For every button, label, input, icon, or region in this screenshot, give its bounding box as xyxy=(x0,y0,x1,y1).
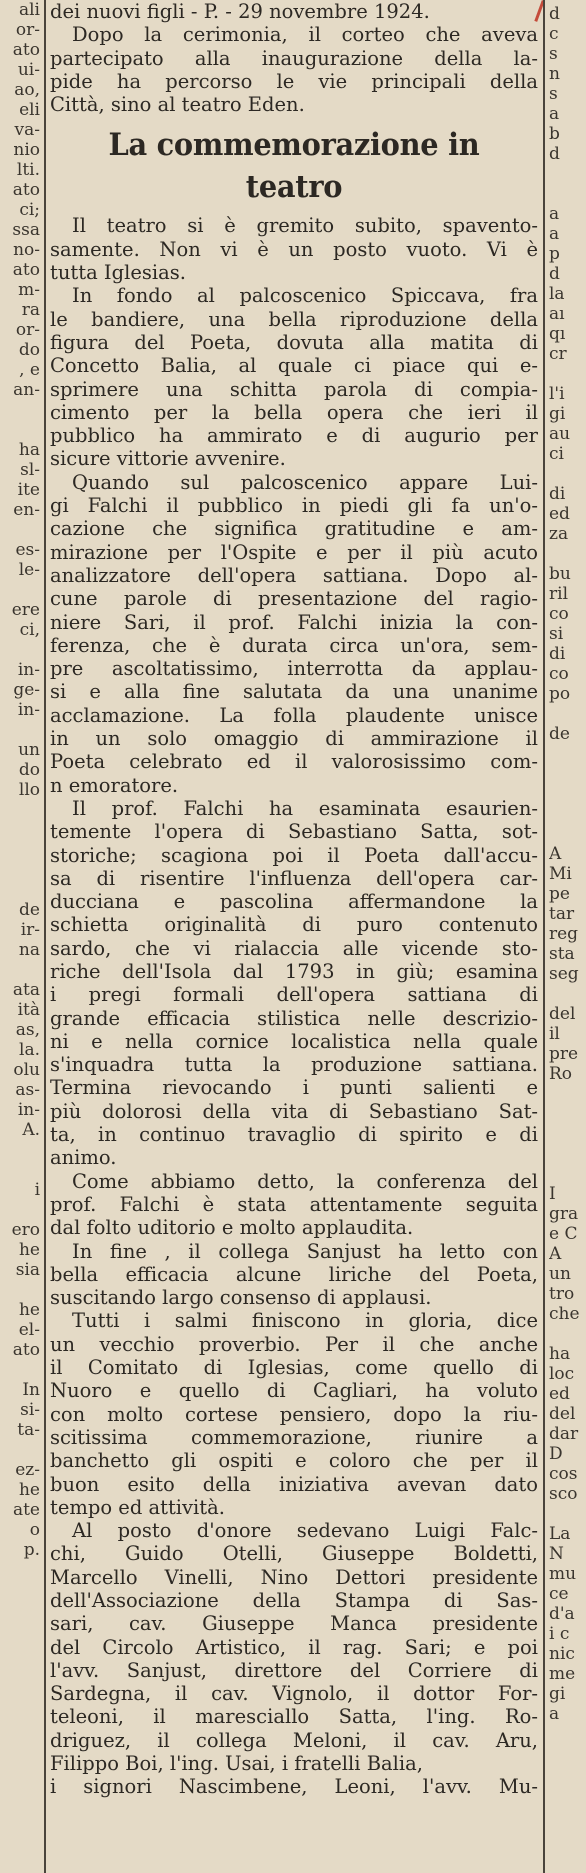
margin-fragment: d xyxy=(549,264,560,284)
text-line: s'inquadra tutta la produzione sattiana. xyxy=(50,1053,538,1077)
margin-fragment xyxy=(0,840,42,860)
text-line: ni e nella cornice localistica nella quale xyxy=(50,1029,538,1053)
margin-fragment: ite xyxy=(17,480,40,500)
text-line: ducciana e pascolina affermandone la xyxy=(50,890,538,914)
text-line: bella efficacia alcune liriche del Poeta, xyxy=(50,1262,538,1286)
margin-fragment: ato xyxy=(12,1340,40,1360)
margin-fragment: ta- xyxy=(17,1420,40,1440)
margin-fragment: ere xyxy=(11,600,40,620)
margin-fragment xyxy=(0,420,42,440)
text-line: In fondo al palcoscenico Spiccava, fra xyxy=(72,284,538,308)
margin-fragment: c xyxy=(549,24,559,44)
text-line: Al posto d'onore sedevano Luigi Falc- xyxy=(72,1519,538,1543)
text-line: Nuoro e quello di Cagliari, ha voluto xyxy=(50,1379,538,1403)
margin-fragment: he xyxy=(18,1480,40,1500)
text-line: In fine , il collega Sanjust ha letto con xyxy=(72,1239,538,1263)
text-line: più dolorosi della vita di Sebastiano Sat- xyxy=(50,1099,538,1123)
margin-fragment: ato xyxy=(12,40,40,60)
margin-fragment xyxy=(549,744,586,764)
text-line: storiche; scagiona poi il Poeta dall'accu- xyxy=(50,843,538,867)
text-line: Concetto Balia, al quale ci piace qui e- xyxy=(50,354,538,378)
margin-fragment: ato xyxy=(12,180,40,200)
margin-fragment: la. xyxy=(19,1040,40,1060)
article-body xyxy=(50,214,538,1798)
text-line: niere Sari, il prof. Falchi inizia la con- xyxy=(50,610,538,634)
text-line: Filippo Boi, l'ing. Usai, i fratelli Balia, xyxy=(50,1752,423,1776)
margin-fragment: ao, xyxy=(14,80,40,100)
margin-fragment: sco xyxy=(549,1484,578,1504)
margin-fragment xyxy=(0,1280,42,1300)
margin-fragment: ra xyxy=(21,300,40,320)
margin-fragment xyxy=(549,164,586,184)
margin-fragment: an- xyxy=(13,380,40,400)
margin-fragment xyxy=(0,520,42,540)
text-line: teleoni, il maresciallo Satta, l'ing. Ro- xyxy=(50,1705,538,1729)
margin-fragment: I xyxy=(549,1184,556,1204)
margin-fragment xyxy=(549,464,586,484)
margin-fragment xyxy=(549,184,586,204)
margin-fragment: dar xyxy=(549,1424,579,1444)
margin-fragment: che xyxy=(549,1304,580,1324)
margin-fragment: ui- xyxy=(17,60,40,80)
margin-fragment xyxy=(549,1504,586,1524)
margin-fragment xyxy=(549,984,586,1004)
margin-fragment: na xyxy=(18,940,40,960)
margin-fragment: tar xyxy=(549,904,575,924)
margin-fragment: N xyxy=(549,1544,564,1564)
margin-fragment: la xyxy=(549,284,565,304)
margin-fragment xyxy=(549,804,586,824)
text-line: con molto cortese pensiero, dopo la riu- xyxy=(50,1402,538,1426)
right-adjacent-column xyxy=(549,0,586,1724)
margin-fragment: b xyxy=(549,124,560,144)
margin-fragment: lti. xyxy=(16,160,40,180)
margin-fragment: au xyxy=(549,424,571,444)
margin-fragment: a xyxy=(549,204,560,224)
margin-fragment: en- xyxy=(13,500,40,520)
margin-fragment: ate xyxy=(12,1500,40,1520)
margin-fragment: di xyxy=(549,644,566,664)
margin-fragment: me xyxy=(549,1664,576,1684)
margin-fragment xyxy=(0,880,42,900)
margin-fragment: he xyxy=(18,1300,40,1320)
margin-fragment: co xyxy=(549,664,569,684)
article-column xyxy=(50,0,538,1799)
margin-fragment xyxy=(549,704,586,724)
margin-fragment: le- xyxy=(18,560,40,580)
margin-fragment: si- xyxy=(20,1400,40,1420)
margin-fragment: o xyxy=(29,1520,40,1540)
text-line: cazione che significa gratitudine e am- xyxy=(50,517,538,541)
margin-fragment xyxy=(0,1200,42,1220)
text-line: acclamazione. La folla plaudente unisce xyxy=(50,703,538,727)
margin-fragment: co xyxy=(549,604,569,624)
margin-fragment: gi xyxy=(549,404,566,424)
margin-fragment: ssa xyxy=(12,220,40,240)
margin-fragment: in- xyxy=(17,700,40,720)
margin-fragment: el- xyxy=(18,1320,40,1340)
margin-fragment xyxy=(549,824,586,844)
text-line: temente l'opera di Sebastiano Satta, sot- xyxy=(50,820,538,844)
margin-fragment: Mi xyxy=(549,864,572,884)
margin-fragment: sia xyxy=(15,1260,40,1280)
margin-fragment xyxy=(549,544,586,564)
margin-fragment: p xyxy=(549,244,560,264)
text-line: l'avv. Sanjust, direttore del Corriere di xyxy=(50,1658,538,1682)
text-line: Dopo la cerimonia, il corteo che aveva xyxy=(72,23,538,47)
margin-fragment: tro xyxy=(549,1284,575,1304)
margin-fragment: ha xyxy=(549,1344,571,1364)
margin-fragment: A xyxy=(549,844,562,864)
text-line: Sardegna, il cav. Vignolo, il dottor For- xyxy=(50,1682,538,1706)
text-line: ferenza, che è durata circa un'ora, sem- xyxy=(50,633,538,657)
text-line: sari, cav. Giuseppe Manca presidente xyxy=(50,1612,538,1636)
article-intro-lines xyxy=(50,0,538,116)
margin-fragment: gi xyxy=(549,1684,566,1704)
margin-fragment: do xyxy=(18,760,40,780)
margin-fragment xyxy=(0,800,42,820)
text-line: schietta originalità di puro contenuto xyxy=(50,913,538,937)
text-line: si e alla fine salutata da una unanime xyxy=(50,680,538,704)
text-line: prof. Falchi è stata attentamente seguita xyxy=(50,1192,538,1216)
text-line: in un solo omaggio di ammirazione il xyxy=(50,727,538,751)
margin-fragment: A xyxy=(549,1244,562,1264)
text-line: dei nuovi figli - P. - 29 novembre 1924. xyxy=(50,0,430,23)
text-line: pide ha percorso le vie principali della xyxy=(50,69,538,93)
text-line: sprimere una schitta parola di compia- xyxy=(50,377,538,401)
margin-fragment: A. xyxy=(22,1120,40,1140)
margin-fragment: i xyxy=(34,1180,40,1200)
margin-fragment xyxy=(0,960,42,980)
text-line: cimento per la bella opera che ieri il xyxy=(50,400,538,424)
margin-fragment: cos xyxy=(549,1464,578,1484)
margin-fragment: sta xyxy=(549,944,575,964)
margin-fragment: i c xyxy=(549,1624,570,1644)
margin-fragment: qı xyxy=(549,324,566,344)
text-line: banchetto gli ospiti e coloro che per il xyxy=(50,1449,538,1473)
margin-fragment: bu xyxy=(549,564,571,584)
text-line: grande efficacia stilistica nelle descrizio- xyxy=(50,1006,538,1030)
margin-fragment: ci xyxy=(549,444,564,464)
text-line: gi Falchi il pubblico in piedi gli fa un'o- xyxy=(50,494,538,518)
margin-fragment xyxy=(0,400,42,420)
article-heading: La commemorazione in teatro xyxy=(108,127,480,206)
margin-fragment: ato xyxy=(12,260,40,280)
margin-fragment: In xyxy=(22,1380,40,1400)
margin-fragment: a xyxy=(549,224,560,244)
margin-fragment: he xyxy=(18,1240,40,1260)
margin-fragment: loc xyxy=(549,1364,575,1384)
margin-fragment: ge- xyxy=(13,680,40,700)
margin-fragment: pre xyxy=(549,1044,579,1064)
text-line: figura del Poeta, dovuta alla matita di xyxy=(50,330,538,354)
margin-fragment xyxy=(549,1324,586,1344)
margin-fragment xyxy=(0,1140,42,1160)
left-adjacent-column xyxy=(0,0,42,1560)
text-line: tutta Iglesias. xyxy=(50,261,186,285)
text-line: buon esito della iniziativa avevan dato xyxy=(50,1472,538,1496)
column-rule-left xyxy=(44,0,46,1873)
text-line: del Circolo Artistico, il rag. Sari; e poi xyxy=(50,1635,538,1659)
margin-fragment: va- xyxy=(14,120,40,140)
margin-fragment: ez- xyxy=(15,1460,40,1480)
margin-fragment: ce xyxy=(549,1584,569,1604)
margin-fragment: di xyxy=(549,484,566,504)
text-line: Tutti i salmi finiscono in gloria, dice xyxy=(72,1309,538,1333)
margin-fragment: ha xyxy=(18,440,40,460)
text-line: ta, in continuo travaglio di spirito e di xyxy=(50,1123,538,1147)
margin-fragment: or- xyxy=(15,20,40,40)
text-line: Marcello Vinelli, Nino Dettori presidente xyxy=(50,1565,538,1589)
margin-fragment: aı xyxy=(549,304,565,324)
margin-fragment: no- xyxy=(13,240,40,260)
margin-fragment: a xyxy=(549,1704,560,1724)
margin-fragment: or- xyxy=(15,320,40,340)
margin-fragment: de xyxy=(549,724,570,744)
text-line: scitissima commemorazione, riunire a xyxy=(50,1425,538,1449)
margin-fragment: La xyxy=(549,1524,571,1544)
margin-fragment: il xyxy=(549,1024,560,1044)
margin-fragment: sl- xyxy=(20,460,40,480)
text-line: mirazione per l'Ospite e per il più acuto xyxy=(50,540,538,564)
margin-fragment: m- xyxy=(18,280,40,300)
text-line: le bandiere, una bella riproduzione della xyxy=(50,307,538,331)
margin-fragment: d xyxy=(549,144,560,164)
column-rule-right xyxy=(543,0,545,1873)
margin-fragment xyxy=(0,820,42,840)
margin-fragment: olu xyxy=(13,1060,40,1080)
margin-fragment: un xyxy=(549,1264,571,1284)
margin-fragment: eli xyxy=(19,100,40,120)
margin-fragment xyxy=(549,1104,586,1124)
margin-fragment: , e xyxy=(19,360,40,380)
margin-fragment: e C xyxy=(549,1224,578,1244)
margin-fragment: in- xyxy=(17,660,40,680)
margin-fragment: D xyxy=(549,1444,563,1464)
margin-fragment xyxy=(0,1160,42,1180)
text-line: n emoratore. xyxy=(50,773,179,797)
margin-fragment: l'i xyxy=(549,384,565,404)
margin-fragment xyxy=(0,1440,42,1460)
margin-fragment: cr xyxy=(549,344,567,364)
margin-fragment xyxy=(0,580,42,600)
margin-fragment: mu xyxy=(549,1564,577,1584)
margin-fragment: nic xyxy=(549,1644,575,1664)
margin-fragment: za xyxy=(549,524,569,544)
text-line: partecipato alla inaugurazione della la- xyxy=(50,46,538,70)
margin-fragment xyxy=(0,640,42,660)
text-line: dal folto uditorio e molto applaudita. xyxy=(50,1216,414,1240)
margin-fragment: n xyxy=(549,64,560,84)
text-line: pre ascoltatissimo, interrotta da applau- xyxy=(50,657,538,681)
text-line: Termina rievocando i punti salienti e xyxy=(50,1076,538,1100)
margin-fragment xyxy=(549,364,586,384)
margin-fragment: es- xyxy=(15,540,40,560)
margin-fragment: un xyxy=(18,740,40,760)
margin-fragment: ed xyxy=(549,504,570,524)
margin-fragment xyxy=(0,860,42,880)
margin-fragment: in- xyxy=(17,1100,40,1120)
margin-fragment: s xyxy=(549,84,558,104)
text-line: il Comitato di Iglesias, come quello di xyxy=(50,1356,538,1380)
margin-fragment: ero xyxy=(11,1220,40,1240)
text-line: un vecchio proverbio. Per il che anche xyxy=(50,1332,538,1356)
text-line: i signori Nascimbene, Leoni, l'avv. Mu- xyxy=(50,1775,538,1799)
margin-fragment xyxy=(549,1144,586,1164)
text-line: Città, sino al teatro Eden. xyxy=(50,93,305,117)
margin-fragment: de xyxy=(19,900,40,920)
text-line: Il teatro si è gremito subito, spavento- xyxy=(72,214,538,238)
margin-fragment xyxy=(549,764,586,784)
margin-fragment: ed xyxy=(549,1384,570,1404)
margin-fragment: ci; xyxy=(19,200,40,220)
margin-fragment xyxy=(549,1164,586,1184)
margin-fragment: ci, xyxy=(19,620,40,640)
text-line: Poeta celebrato ed il valorosissimo com- xyxy=(50,750,538,774)
margin-fragment: po xyxy=(549,684,571,704)
text-line: i pregi formali dell'opera sattiana di xyxy=(50,983,538,1007)
margin-fragment: as, xyxy=(15,1020,40,1040)
margin-fragment: ril xyxy=(549,584,569,604)
margin-fragment: pe xyxy=(549,884,570,904)
margin-fragment: s xyxy=(549,44,558,64)
margin-fragment: gra xyxy=(549,1204,579,1224)
margin-fragment: si xyxy=(549,624,564,644)
text-line: cune parole di presentazione del ragio- xyxy=(50,587,538,611)
margin-fragment: ali xyxy=(18,0,40,20)
margin-fragment: ir- xyxy=(20,920,40,940)
text-line: driguez, il collega Meloni, il cav. Aru, xyxy=(50,1728,538,1752)
margin-fragment: d'a xyxy=(549,1604,575,1624)
text-line: sa di risentire l'influenza dell'opera car- xyxy=(50,866,538,890)
margin-fragment: llo xyxy=(18,780,40,800)
margin-fragment: p. xyxy=(23,1540,40,1560)
margin-fragment: del xyxy=(549,1004,576,1024)
text-line: animo. xyxy=(50,1146,117,1170)
margin-fragment: seg xyxy=(549,964,579,984)
margin-fragment xyxy=(549,784,586,804)
margin-fragment: reg xyxy=(549,924,579,944)
margin-fragment xyxy=(0,1360,42,1380)
text-line: analizzatore dell'opera sattiana. Dopo al- xyxy=(50,563,538,587)
text-line: Il prof. Falchi ha esaminata esaurien- xyxy=(72,796,538,820)
text-line: chi, Guido Otelli, Giuseppe Boldetti, xyxy=(50,1542,538,1566)
text-line: sicure vittorie avvenire. xyxy=(50,447,286,471)
margin-fragment: ata xyxy=(12,980,40,1000)
margin-fragment: Ro xyxy=(549,1064,573,1084)
margin-fragment xyxy=(0,720,42,740)
margin-fragment: a xyxy=(549,104,560,124)
text-line: suscitando largo consenso di applausi. xyxy=(50,1286,432,1310)
margin-fragment: del xyxy=(549,1404,576,1424)
margin-fragment: do xyxy=(18,340,40,360)
margin-fragment: ità xyxy=(17,1000,40,1020)
text-line: pubblico ha ammirato e di augurio per xyxy=(50,424,538,448)
text-line: riche dell'Isola dal 1793 in giù; esamina xyxy=(50,959,538,983)
margin-fragment xyxy=(549,1124,586,1144)
text-line: tempo ed attività. xyxy=(50,1495,225,1519)
margin-fragment xyxy=(549,1084,586,1104)
margin-fragment: as- xyxy=(15,1080,40,1100)
margin-fragment: nio xyxy=(13,140,40,160)
text-line: Quando sul palcoscenico appare Lui- xyxy=(72,470,538,494)
text-line: Come abbiamo detto, la conferenza del xyxy=(72,1169,538,1193)
margin-fragment: d xyxy=(549,4,560,24)
text-line: sardo, che vi rialaccia alle vicende sto- xyxy=(50,936,538,960)
text-line: samente. Non vi è un posto vuoto. Vi è xyxy=(50,237,538,261)
text-line: dell'Associazione della Stampa di Sas- xyxy=(50,1589,538,1612)
